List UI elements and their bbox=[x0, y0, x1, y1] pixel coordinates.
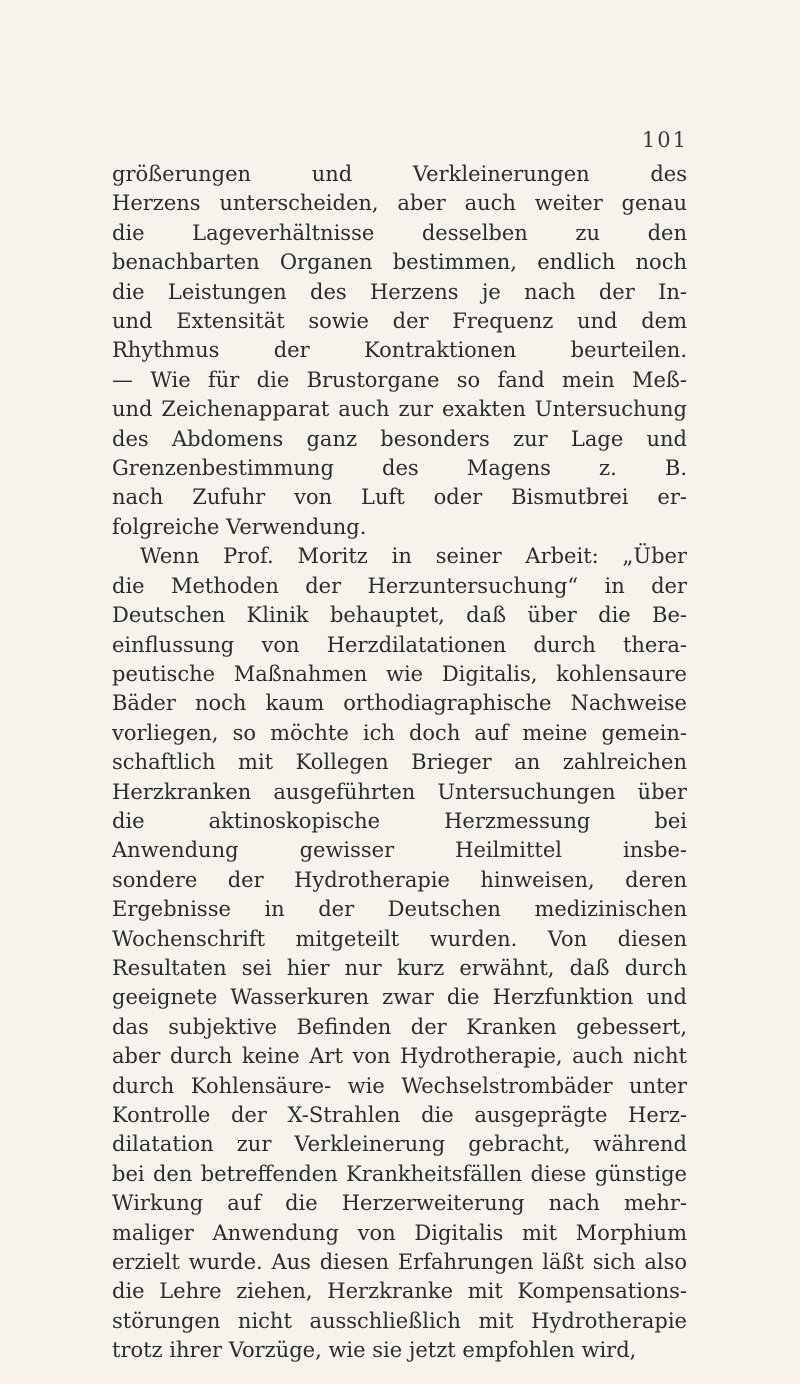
text-line: die Lehre ziehen, Herzkranke mit Kompensations- bbox=[112, 1279, 687, 1304]
text-line: die Methoden der Herzuntersuchung“ in der bbox=[112, 573, 687, 598]
text-line: schaftlich mit Kollegen Brieger an zahlreichen bbox=[112, 750, 687, 775]
text-line: Grenzenbestimmung des Magens z. B. bbox=[112, 456, 687, 481]
text-line: Herzens unterscheiden, aber auch weiter genau bbox=[112, 191, 687, 216]
text-line: peutische Maßnahmen wie Digitalis, kohlensaure bbox=[112, 661, 687, 686]
page-number: 101 bbox=[641, 128, 688, 152]
text-line: und Extensität sowie der Frequenz und dem bbox=[112, 309, 687, 334]
text-line: folgreiche Verwendung. bbox=[112, 514, 367, 539]
text-line: bei den betreffenden Krankheitsfällen diese günstige bbox=[112, 1161, 687, 1186]
text-line: die aktinoskopische Herzmessung bei bbox=[112, 808, 687, 833]
text-line: maliger Anwendung von Digitalis mit Morphium bbox=[112, 1220, 687, 1245]
text-line: Herzkranken ausgeführten Untersuchungen über bbox=[112, 779, 687, 804]
text-line: dilatation zur Verkleinerung gebracht, während bbox=[112, 1132, 687, 1157]
text-line: die Leistungen des Herzens je nach der In- bbox=[112, 279, 687, 304]
text-line: einflussung von Herzdilatationen durch thera- bbox=[112, 632, 687, 657]
text-line: durch Kohlensäure- wie Wechselstrombäder unter bbox=[112, 1073, 687, 1098]
text-line: Bäder noch kaum orthodiagraphische Nachweise bbox=[112, 691, 687, 716]
text-line: geeignete Wasserkuren zwar die Herzfunktion und bbox=[112, 985, 687, 1010]
text-line: größerungen und Verkleinerungen des bbox=[112, 162, 687, 186]
text-line: — Wie für die Brustorgane so fand mein Meß- bbox=[112, 367, 687, 392]
text-line: die Lageverhältnisse desselben zu den bbox=[112, 220, 687, 245]
text-line: Deutschen Klinik behauptet, daß über die Be- bbox=[112, 603, 687, 628]
text-line: und Zeichenapparat auch zur exakten Untersuchung bbox=[112, 397, 687, 422]
text-line: benachbarten Organen bestimmen, endlich noch bbox=[112, 250, 687, 275]
body-text bbox=[112, 160, 687, 1366]
text-line: Rhythmus der Kontraktionen beurteilen. bbox=[112, 338, 687, 363]
text-line: Ergebnisse in der Deutschen medizinischen bbox=[112, 897, 687, 922]
text-line: Wochenschrift mitgeteilt wurden. Von diesen bbox=[112, 926, 687, 951]
text-line: erzielt wurde. Aus diesen Erfahrungen läßt sich also bbox=[112, 1250, 687, 1275]
text-line: aber durch keine Art von Hydrotherapie, auch nicht bbox=[112, 1044, 687, 1069]
text-line: Wirkung auf die Herzerweiterung nach mehr- bbox=[112, 1191, 687, 1216]
text-line: Kontrolle der X-Strahlen die ausgeprägte Herz- bbox=[112, 1103, 687, 1127]
text-line: trotz ihrer Vorzüge, wie sie jetzt empfohlen wird, bbox=[112, 1338, 637, 1363]
text-line: Wenn Prof. Moritz in seiner Arbeit: „Über bbox=[140, 544, 687, 569]
text-line: sondere der Hydrotherapie hinweisen, deren bbox=[112, 867, 687, 892]
text-line: störungen nicht ausschließlich mit Hydrotherapie bbox=[112, 1308, 687, 1333]
text-line: Anwendung gewisser Heilmittel insbe- bbox=[112, 838, 687, 863]
text-line: nach Zufuhr von Luft oder Bismutbrei er- bbox=[112, 485, 687, 510]
text-line: vorliegen, so möchte ich doch auf meine gemein- bbox=[112, 720, 687, 745]
text-line: Resultaten sei hier nur kurz erwähnt, daß durch bbox=[112, 955, 687, 980]
text-line: das subjektive Befinden der Kranken gebessert, bbox=[112, 1014, 687, 1039]
text-line: des Abdomens ganz besonders zur Lage und bbox=[112, 426, 687, 451]
